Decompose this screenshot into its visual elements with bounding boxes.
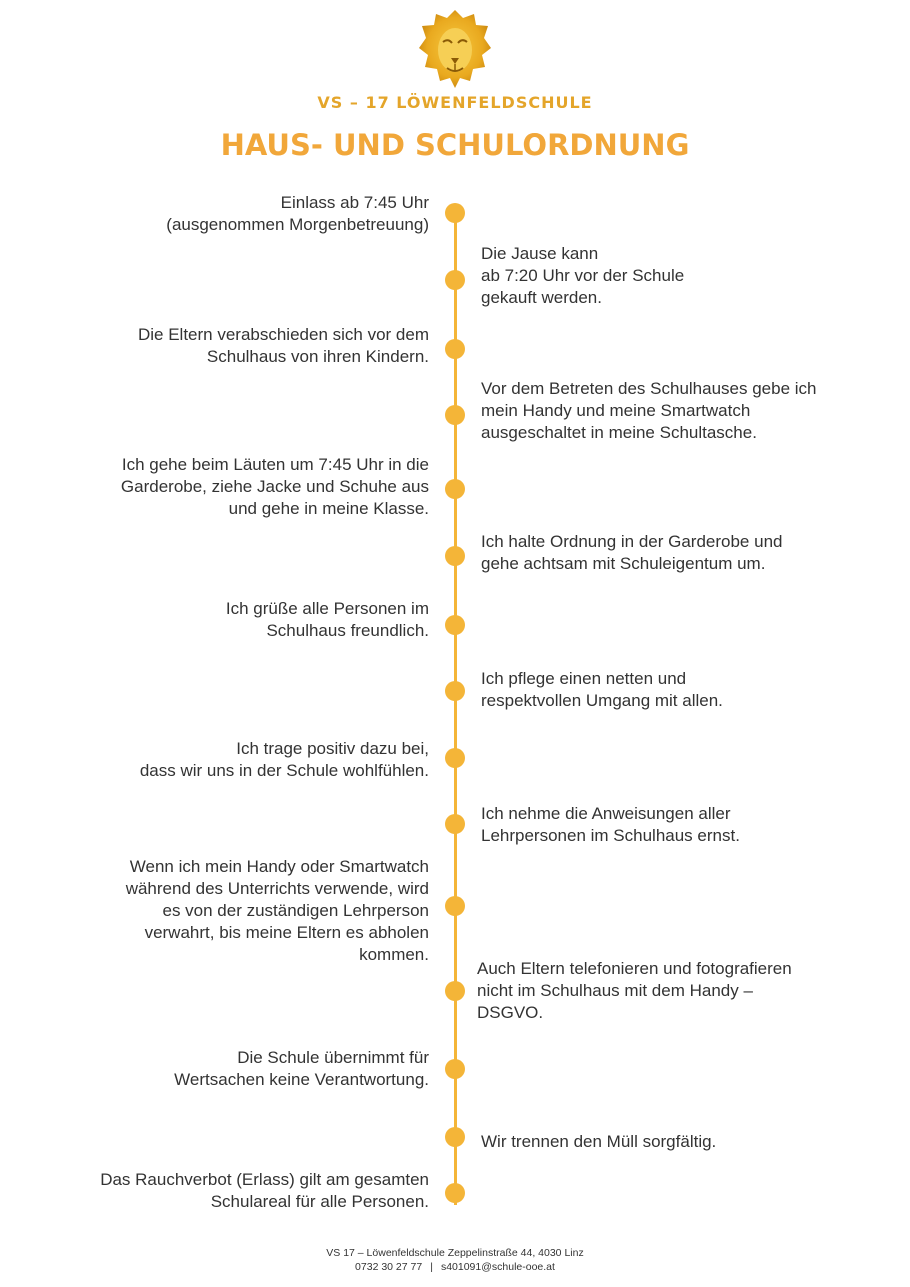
rule-item: Wenn ich mein Handy oder Smartwatch während des Unterrichts verwende, wird es von der zuständigen Lehrperson verwahrt, bis meine Eltern es abholen kommen. (125, 857, 429, 964)
rule-item: Das Rauchverbot (Erlass) gilt am gesamten Schulareal für alle Personen. (100, 1170, 429, 1211)
rule-item: Wir trennen den Müll sorgfältig. (481, 1132, 717, 1151)
timeline-dot (445, 270, 465, 290)
rule-item: Die Eltern verabschieden sich vor dem Schulhaus von ihren Kindern. (137, 325, 429, 366)
rule-item: Ich trage positiv dazu bei, dass wir uns in der Schule wohlfühlen. (139, 739, 429, 780)
footer-phone: 0732 30 27 77 (355, 1261, 423, 1273)
timeline-dot (445, 981, 465, 1001)
rule-item: Ich nehme die Anweisungen aller Lehrpersonen im Schulhaus ernst. (481, 804, 740, 845)
timeline-dot (445, 405, 465, 425)
rule-item: Einlass ab 7:45 Uhr (ausgenommen Morgenbetreuung) (166, 193, 429, 234)
timeline-dot (445, 1059, 465, 1079)
rule-item: Ich grüße alle Personen im Schulhaus freundlich. (225, 599, 429, 640)
timeline-dot (445, 203, 465, 223)
page-title: HAUS- UND SCHULORDNUNG (220, 128, 690, 162)
footer (0, 1246, 910, 1274)
lion-head-logo-icon (418, 8, 492, 94)
school-name: VS – 17 LÖWENFELDSCHULE (317, 93, 593, 112)
rule-item: Auch Eltern telefonieren und fotografieren nicht im Schulhaus mit dem Handy – DSGVO. (477, 959, 792, 1022)
footer-email: s401091@schule-ooe.at (440, 1261, 555, 1273)
rule-item: Ich pflege einen netten und respektvollen Umgang mit allen. (481, 669, 723, 710)
footer-address: VS 17 – Löwenfeldschule Zeppelinstraße 44, 4030 Linz (326, 1247, 584, 1259)
footer-contact (0, 1260, 910, 1274)
rule-item: Die Schule übernimmt für Wertsachen keine Verantwortung. (174, 1048, 429, 1089)
timeline-dot (445, 1183, 465, 1203)
timeline-dot (445, 681, 465, 701)
timeline-dot (445, 1127, 465, 1147)
rule-item: Ich halte Ordnung in der Garderobe und gehe achtsam mit Schuleigentum um. (481, 532, 783, 573)
timeline-dot (445, 814, 465, 834)
footer-separator: | (430, 1261, 433, 1273)
rule-item: Ich gehe beim Läuten um 7:45 Uhr in die Garderobe, ziehe Jacke und Schuhe aus und gehe in meine Klasse. (120, 455, 429, 518)
rule-item: Die Jause kann ab 7:20 Uhr vor der Schule gekauft werden. (481, 244, 685, 307)
timeline-dot (445, 479, 465, 499)
rule-item: Vor dem Betreten des Schulhauses gebe ich mein Handy und meine Smartwatch ausgeschaltet in meine Schultasche. (481, 379, 817, 442)
timeline-dot (445, 748, 465, 768)
timeline-dot (445, 896, 465, 916)
timeline-dot (445, 615, 465, 635)
timeline-dot (445, 546, 465, 566)
timeline-dot (445, 339, 465, 359)
